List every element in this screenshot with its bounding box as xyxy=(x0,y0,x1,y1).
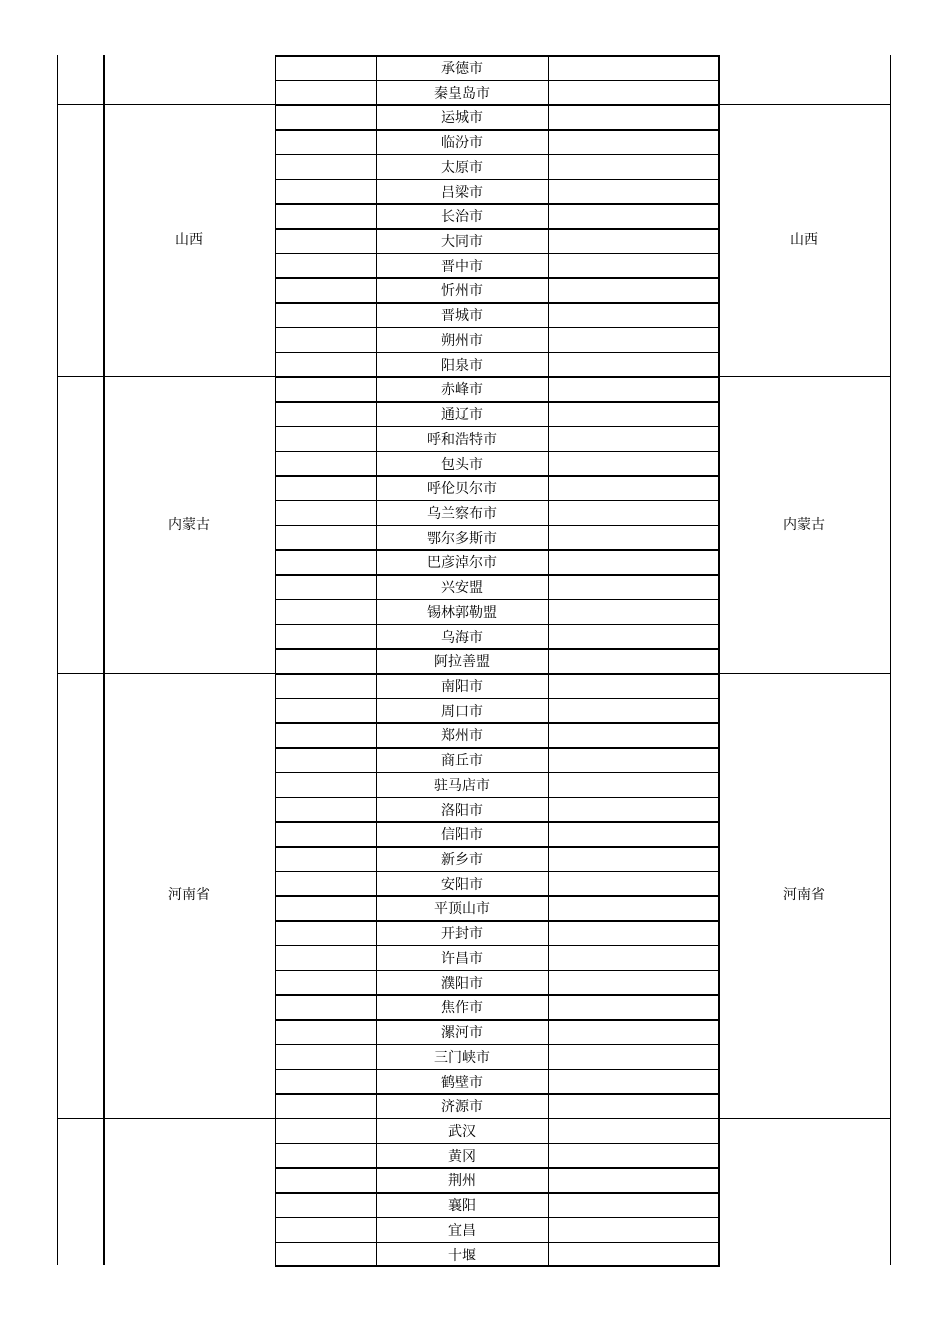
province-label-right: 山西 xyxy=(790,232,818,249)
city-cell: 运城市 xyxy=(441,110,483,127)
city-cell: 包头市 xyxy=(441,456,483,473)
grid-vline-c xyxy=(275,55,276,1265)
city-cell: 朔州市 xyxy=(441,332,483,349)
city-cell: 长治市 xyxy=(441,209,483,226)
city-cell: 安阳市 xyxy=(441,876,483,893)
city-cell: 漯河市 xyxy=(441,1025,483,1042)
city-cell: 三门峡市 xyxy=(434,1049,490,1066)
province-label-left: 河南省 xyxy=(168,887,210,904)
city-cell: 阿拉善盟 xyxy=(434,654,490,671)
city-cell: 呼和浩特市 xyxy=(427,431,497,448)
grid-vline-g xyxy=(890,55,891,1265)
city-cell: 焦作市 xyxy=(441,1000,483,1017)
city-cell: 周口市 xyxy=(441,703,483,720)
province-label-right: 河南省 xyxy=(783,887,825,904)
city-cell: 晋中市 xyxy=(441,258,483,275)
city-cell: 鄂尔多斯市 xyxy=(427,530,497,547)
city-cell: 开封市 xyxy=(441,926,483,943)
city-cell: 襄阳 xyxy=(448,1198,476,1215)
city-cell: 商丘市 xyxy=(441,753,483,770)
city-cell: 十堰 xyxy=(448,1247,476,1264)
grid-vline-e xyxy=(548,55,549,1265)
province-label-right: 内蒙古 xyxy=(783,516,825,533)
city-cell: 鹤壁市 xyxy=(441,1074,483,1091)
city-cell: 新乡市 xyxy=(441,852,483,869)
city-cell: 郑州市 xyxy=(441,728,483,745)
city-cell: 秦皇岛市 xyxy=(434,85,490,102)
city-cell: 济源市 xyxy=(441,1099,483,1116)
city-cell: 锡林郭勒盟 xyxy=(427,604,497,621)
province-label-left: 内蒙古 xyxy=(168,516,210,533)
city-cell: 晋城市 xyxy=(441,308,483,325)
grid-vline-a xyxy=(57,55,58,1265)
city-cell: 赤峰市 xyxy=(441,382,483,399)
city-cell: 信阳市 xyxy=(441,827,483,844)
city-cell: 太原市 xyxy=(441,159,483,176)
city-cell: 巴彦淖尔市 xyxy=(427,555,497,572)
city-cell: 洛阳市 xyxy=(441,802,483,819)
city-cell: 濮阳市 xyxy=(441,975,483,992)
city-cell: 阳泉市 xyxy=(441,357,483,374)
city-cell: 荆州 xyxy=(448,1173,476,1190)
city-cell: 兴安盟 xyxy=(441,580,483,597)
city-cell: 乌兰察布市 xyxy=(427,505,497,522)
city-cell: 承德市 xyxy=(441,61,483,77)
city-cell: 宜昌 xyxy=(448,1222,476,1239)
city-cell: 大同市 xyxy=(441,234,483,251)
city-cell: 呼伦贝尔市 xyxy=(427,481,497,498)
city-cell: 平顶山市 xyxy=(434,901,490,918)
city-cell: 黄冈 xyxy=(448,1148,476,1165)
city-cell: 忻州市 xyxy=(441,283,483,300)
city-cell: 吕梁市 xyxy=(441,184,483,201)
city-cell: 武汉 xyxy=(448,1123,476,1140)
province-label-left: 山西 xyxy=(175,232,203,249)
city-cell: 临汾市 xyxy=(441,135,483,152)
city-cell: 通辽市 xyxy=(441,407,483,424)
city-cell: 驻马店市 xyxy=(434,777,490,794)
city-cell: 乌海市 xyxy=(441,629,483,646)
city-cell: 南阳市 xyxy=(441,679,483,695)
city-cell: 许昌市 xyxy=(441,950,483,967)
